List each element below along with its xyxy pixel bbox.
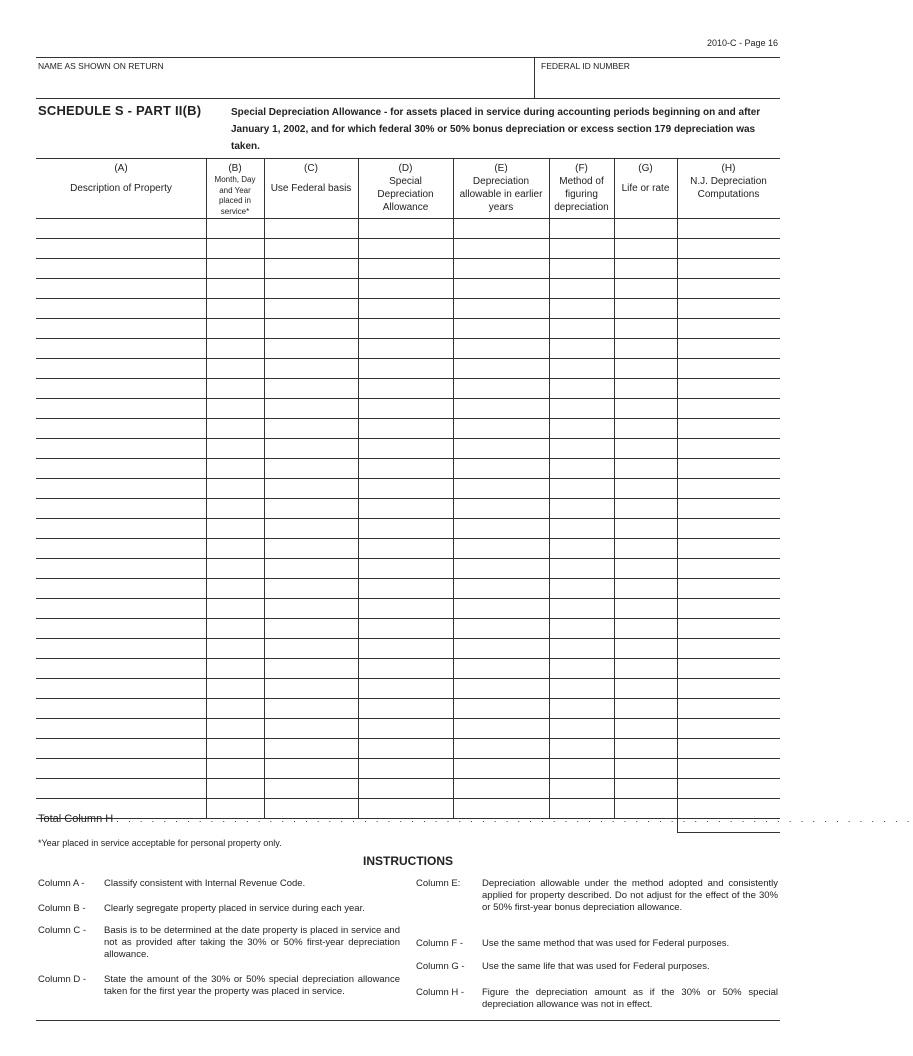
table-cell[interactable] xyxy=(550,499,613,517)
column-letter: (F) xyxy=(575,163,588,174)
table-cell[interactable] xyxy=(550,259,613,277)
table-cell[interactable] xyxy=(550,619,613,637)
table-cell[interactable] xyxy=(37,379,205,397)
column-letter: (A) xyxy=(114,163,128,174)
table-cell[interactable] xyxy=(615,239,676,257)
instruction-key: Column E: xyxy=(416,878,461,889)
table-cell[interactable] xyxy=(359,279,452,297)
table-cell[interactable] xyxy=(265,519,357,537)
table-cell[interactable] xyxy=(359,479,452,497)
table-cell[interactable] xyxy=(615,399,676,417)
table-cell[interactable] xyxy=(550,339,613,357)
table-cell[interactable] xyxy=(454,339,548,357)
table-cell[interactable] xyxy=(37,659,205,677)
table-cell[interactable] xyxy=(550,719,613,737)
table-cell[interactable] xyxy=(265,539,357,557)
table-cell[interactable] xyxy=(37,739,205,757)
table-cell[interactable] xyxy=(37,699,205,717)
table-cell[interactable] xyxy=(550,279,613,297)
column-label: Special Depreciation Allowance xyxy=(377,176,434,213)
table-cell[interactable] xyxy=(615,699,676,717)
table-cell[interactable] xyxy=(550,759,613,777)
table-cell[interactable] xyxy=(359,459,452,477)
table-cell[interactable] xyxy=(454,459,548,477)
table-cell[interactable] xyxy=(678,559,779,577)
table-cell[interactable] xyxy=(37,479,205,497)
column-header-g xyxy=(614,162,677,195)
schedule-description: Special Depreciation Allowance - for assets placed in service during accounting periods beginning on and after January 1, 2002, and for which federal 30% or 50% bonus depreciation or excess section 179 depreciation was taken. xyxy=(231,107,761,152)
table-cell[interactable] xyxy=(359,679,452,697)
table-cell[interactable] xyxy=(615,499,676,517)
table-cell[interactable] xyxy=(207,719,263,737)
table-cell[interactable] xyxy=(678,499,779,517)
table-cell[interactable] xyxy=(265,659,357,677)
table-cell[interactable] xyxy=(550,779,613,797)
table-cell[interactable] xyxy=(359,259,452,277)
table-cell[interactable] xyxy=(265,259,357,277)
table-cell[interactable] xyxy=(615,299,676,317)
table-cell[interactable] xyxy=(37,439,205,457)
table-cell[interactable] xyxy=(207,559,263,577)
table-cell[interactable] xyxy=(359,659,452,677)
table-cell[interactable] xyxy=(454,679,548,697)
table-cell[interactable] xyxy=(359,779,452,797)
table-cell[interactable] xyxy=(454,499,548,517)
table-cell[interactable] xyxy=(207,359,263,377)
table-cell[interactable] xyxy=(454,399,548,417)
table-cell[interactable] xyxy=(37,419,205,437)
table-cell[interactable] xyxy=(207,739,263,757)
column-header-a xyxy=(36,162,206,195)
table-cell[interactable] xyxy=(207,479,263,497)
table-cell[interactable] xyxy=(454,759,548,777)
table-cell[interactable] xyxy=(615,259,676,277)
table-cell[interactable] xyxy=(615,459,676,477)
table-cell[interactable] xyxy=(359,439,452,457)
table-cell[interactable] xyxy=(265,359,357,377)
table-cell[interactable] xyxy=(37,239,205,257)
table-cell[interactable] xyxy=(359,499,452,517)
bottom-rule xyxy=(36,1020,780,1021)
table-cell[interactable] xyxy=(207,539,263,557)
column-header-e xyxy=(453,162,549,214)
table-cell[interactable] xyxy=(454,259,548,277)
table-cell[interactable] xyxy=(678,739,779,757)
column-label: Month, Day and Year placed in service* xyxy=(214,175,256,216)
table-cell[interactable] xyxy=(454,699,548,717)
table-cell[interactable] xyxy=(207,399,263,417)
table-cell[interactable] xyxy=(550,459,613,477)
table-cell[interactable] xyxy=(265,399,357,417)
table-cell[interactable] xyxy=(265,239,357,257)
table-cell[interactable] xyxy=(37,599,205,617)
table-cell[interactable] xyxy=(454,559,548,577)
table-cell[interactable] xyxy=(615,419,676,437)
table-cell[interactable] xyxy=(454,219,548,237)
table-cell[interactable] xyxy=(678,479,779,497)
table-cell[interactable] xyxy=(454,639,548,657)
table-cell[interactable] xyxy=(37,619,205,637)
table-cell[interactable] xyxy=(678,239,779,257)
header-divider xyxy=(534,57,535,98)
table-cell[interactable] xyxy=(550,399,613,417)
footnote: *Year placed in service acceptable for personal property only. xyxy=(38,838,282,848)
table-cell[interactable] xyxy=(359,739,452,757)
table-cell[interactable] xyxy=(37,279,205,297)
instruction-key: Column A - xyxy=(38,878,85,889)
table-cell[interactable] xyxy=(615,779,676,797)
header-top-rule xyxy=(36,57,780,58)
table-cell[interactable] xyxy=(550,379,613,397)
table-cell[interactable] xyxy=(678,459,779,477)
table-cell[interactable] xyxy=(615,619,676,637)
table-cell[interactable] xyxy=(615,759,676,777)
table-cell[interactable] xyxy=(37,359,205,377)
table-cell[interactable] xyxy=(615,379,676,397)
table-cell[interactable] xyxy=(37,499,205,517)
table-cell[interactable] xyxy=(550,699,613,717)
table-cell[interactable] xyxy=(37,719,205,737)
table-cell[interactable] xyxy=(265,319,357,337)
table-cell[interactable] xyxy=(359,639,452,657)
table-cell[interactable] xyxy=(207,419,263,437)
table-cell[interactable] xyxy=(615,339,676,357)
column-label: Description of Property xyxy=(70,183,172,194)
table-cell[interactable] xyxy=(678,299,779,317)
column-header-d xyxy=(358,162,453,214)
table-cell[interactable] xyxy=(265,639,357,657)
instruction-text: Use the same life that was used for Federal purposes. xyxy=(482,961,710,972)
column-header-c xyxy=(264,162,358,195)
table-cell[interactable] xyxy=(265,759,357,777)
total-column-h-field[interactable] xyxy=(678,811,778,831)
table-cell[interactable] xyxy=(207,579,263,597)
table-cell[interactable] xyxy=(550,359,613,377)
table-cell[interactable] xyxy=(207,379,263,397)
table-cell[interactable] xyxy=(550,479,613,497)
table-cell[interactable] xyxy=(678,719,779,737)
table-cell[interactable] xyxy=(454,279,548,297)
table-cell[interactable] xyxy=(359,619,452,637)
table-top-rule xyxy=(36,158,780,159)
table-cell[interactable] xyxy=(550,539,613,557)
table-cell[interactable] xyxy=(265,339,357,357)
table-cell[interactable] xyxy=(207,279,263,297)
table-cell[interactable] xyxy=(207,519,263,537)
table-cell[interactable] xyxy=(550,219,613,237)
fein-label: FEDERAL ID NUMBER xyxy=(541,61,630,71)
column-letter: (C) xyxy=(304,163,318,174)
table-cell[interactable] xyxy=(359,399,452,417)
instruction-text: Depreciation allowable under the method adopted and consistently applied for property described. Do not adjust for the effect of the 30% or 50% first-year bonus depreciation allowance. xyxy=(482,878,778,913)
table-cell[interactable] xyxy=(207,659,263,677)
table-cell[interactable] xyxy=(207,219,263,237)
table-cell[interactable] xyxy=(359,319,452,337)
table-cell[interactable] xyxy=(359,359,452,377)
table-cell[interactable] xyxy=(678,759,779,777)
name-field[interactable] xyxy=(38,72,530,94)
instruction-text: Use the same method that was used for Federal purposes. xyxy=(482,938,730,949)
table-cell[interactable] xyxy=(359,599,452,617)
instruction-key: Column B - xyxy=(38,903,86,914)
table-cell[interactable] xyxy=(550,299,613,317)
table-cell[interactable] xyxy=(37,779,205,797)
table-cell[interactable] xyxy=(265,219,357,237)
table-cell[interactable] xyxy=(265,719,357,737)
table-cell[interactable] xyxy=(678,399,779,417)
table-cell[interactable] xyxy=(454,519,548,537)
table-cell[interactable] xyxy=(615,719,676,737)
table-cell[interactable] xyxy=(359,539,452,557)
table-cell[interactable] xyxy=(454,739,548,757)
table-cell[interactable] xyxy=(615,739,676,757)
table-cell[interactable] xyxy=(265,499,357,517)
table-cell[interactable] xyxy=(678,259,779,277)
table-cell[interactable] xyxy=(615,539,676,557)
table-cell[interactable] xyxy=(37,759,205,777)
page-number: 2010-C - Page 16 xyxy=(706,38,778,48)
column-label: Depreciation allowable in earlier years xyxy=(459,176,543,213)
fein-field[interactable] xyxy=(540,72,778,94)
schedule-title: SCHEDULE S - PART II(B) xyxy=(38,103,202,118)
table-cell[interactable] xyxy=(207,639,263,657)
table-cell[interactable] xyxy=(615,519,676,537)
table-cell[interactable] xyxy=(550,639,613,657)
table-cell[interactable] xyxy=(207,599,263,617)
table-cell[interactable] xyxy=(550,679,613,697)
column-label: N.J. Depreciation Computations xyxy=(690,176,767,200)
column-header-h xyxy=(677,162,780,201)
table-cell[interactable] xyxy=(678,339,779,357)
table-cell[interactable] xyxy=(359,559,452,577)
table-cell[interactable] xyxy=(37,339,205,357)
table-cell[interactable] xyxy=(359,239,452,257)
table-cell[interactable] xyxy=(37,259,205,277)
table-cell[interactable] xyxy=(359,419,452,437)
table-cell[interactable] xyxy=(207,439,263,457)
column-letter: (B) xyxy=(228,163,242,174)
total-box-bottom-rule xyxy=(677,832,780,833)
table-cell[interactable] xyxy=(454,439,548,457)
column-letter: (E) xyxy=(494,163,508,174)
table-cell[interactable] xyxy=(37,319,205,337)
table-cell[interactable] xyxy=(615,219,676,237)
instruction-text: Clearly segregate property placed in service during each year. xyxy=(104,903,365,914)
table-cell[interactable] xyxy=(615,559,676,577)
table-cell[interactable] xyxy=(454,659,548,677)
table-cell[interactable] xyxy=(454,719,548,737)
table-cell[interactable] xyxy=(678,359,779,377)
table-cell[interactable] xyxy=(550,739,613,757)
instruction-key: Column D - xyxy=(38,974,87,985)
table-cell[interactable] xyxy=(615,639,676,657)
table-cell[interactable] xyxy=(454,599,548,617)
header-bottom-rule xyxy=(36,98,780,99)
table-cell[interactable] xyxy=(678,659,779,677)
column-header-f xyxy=(549,162,614,214)
table-cell[interactable] xyxy=(615,479,676,497)
table-cell[interactable] xyxy=(454,619,548,637)
table-cell[interactable] xyxy=(454,239,548,257)
column-label: Life or rate xyxy=(621,183,670,194)
instruction-key: Column G - xyxy=(416,961,465,972)
table-cell[interactable] xyxy=(359,519,452,537)
table-cell[interactable] xyxy=(550,519,613,537)
table-cell[interactable] xyxy=(265,379,357,397)
table-cell[interactable] xyxy=(359,699,452,717)
table-cell[interactable] xyxy=(37,539,205,557)
table-cell[interactable] xyxy=(37,299,205,317)
table-cell[interactable] xyxy=(37,579,205,597)
table-cell[interactable] xyxy=(454,319,548,337)
table-cell[interactable] xyxy=(550,599,613,617)
table-cell[interactable] xyxy=(37,679,205,697)
instruction-key: Column C - xyxy=(38,925,87,936)
table-cell[interactable] xyxy=(678,599,779,617)
column-label: Method of figuring depreciation xyxy=(554,176,609,213)
table-cell[interactable] xyxy=(615,279,676,297)
table-cell[interactable] xyxy=(207,779,263,797)
instruction-text: Basis is to be determined at the date property is placed in service and not as provided after taking the 30% or 50% first-year depreciation allowance. xyxy=(104,925,400,960)
table-cell[interactable] xyxy=(678,419,779,437)
table-cell[interactable] xyxy=(207,459,263,477)
table-cell[interactable] xyxy=(550,559,613,577)
table-cell[interactable] xyxy=(207,619,263,637)
table-cell[interactable] xyxy=(265,419,357,437)
table-cell[interactable] xyxy=(265,599,357,617)
table-cell[interactable] xyxy=(678,679,779,697)
table-cell[interactable] xyxy=(359,759,452,777)
table-cell[interactable] xyxy=(207,699,263,717)
table-cell[interactable] xyxy=(37,639,205,657)
column-header-b xyxy=(206,162,264,217)
table-cell[interactable] xyxy=(37,519,205,537)
table-cell[interactable] xyxy=(359,219,452,237)
table-cell[interactable] xyxy=(678,379,779,397)
table-cell[interactable] xyxy=(265,559,357,577)
table-cell[interactable] xyxy=(550,659,613,677)
table-cell[interactable] xyxy=(615,599,676,617)
table-cell[interactable] xyxy=(359,719,452,737)
table-cell[interactable] xyxy=(207,299,263,317)
instruction-text: Figure the depreciation amount as if the 30% or 50% special depreciation allowance was not in effect. xyxy=(482,987,778,1010)
table-cell[interactable] xyxy=(454,479,548,497)
table-cell[interactable] xyxy=(678,539,779,557)
table-cell[interactable] xyxy=(265,779,357,797)
table-cell[interactable] xyxy=(207,339,263,357)
table-cell[interactable] xyxy=(265,739,357,757)
total-column-h-label: Total Column H . . . . . . . . . . . . . . . . . . . . . . . . . . . . . . . . . . . . . . . . . . . . . . . . . . . . . . . . . . . . . . . . . . . . xyxy=(38,813,913,825)
table-cell[interactable] xyxy=(265,679,357,697)
table-cell[interactable] xyxy=(265,699,357,717)
instruction-key: Column F - xyxy=(416,938,463,949)
table-cell[interactable] xyxy=(678,279,779,297)
instruction-text: State the amount of the 30% or 50% special depreciation allowance taken for the first year the property was placed in service. xyxy=(104,974,400,997)
table-cell[interactable] xyxy=(454,379,548,397)
table-cell[interactable] xyxy=(454,419,548,437)
table-cell[interactable] xyxy=(678,779,779,797)
table-cell[interactable] xyxy=(265,459,357,477)
instruction-key: Column H - xyxy=(416,987,465,998)
name-label: NAME AS SHOWN ON RETURN xyxy=(38,61,164,71)
table-cell[interactable] xyxy=(359,579,452,597)
table-cell[interactable] xyxy=(37,559,205,577)
table-cell[interactable] xyxy=(454,299,548,317)
table-cell[interactable] xyxy=(615,319,676,337)
table-cell[interactable] xyxy=(359,299,452,317)
table-cell[interactable] xyxy=(615,439,676,457)
table-cell[interactable] xyxy=(359,339,452,357)
table-cell[interactable] xyxy=(615,679,676,697)
table-cell[interactable] xyxy=(454,359,548,377)
table-cell[interactable] xyxy=(550,239,613,257)
table-cell[interactable] xyxy=(37,459,205,477)
table-cell[interactable] xyxy=(37,219,205,237)
table-cell[interactable] xyxy=(454,539,548,557)
table-cell[interactable] xyxy=(550,319,613,337)
table-cell[interactable] xyxy=(678,699,779,717)
table-cell[interactable] xyxy=(678,639,779,657)
table-cell[interactable] xyxy=(550,579,613,597)
table-cell[interactable] xyxy=(359,379,452,397)
table-cell[interactable] xyxy=(37,399,205,417)
table-cell[interactable] xyxy=(207,319,263,337)
table-cell[interactable] xyxy=(678,579,779,597)
table-cell[interactable] xyxy=(550,439,613,457)
table-cell[interactable] xyxy=(678,439,779,457)
table-cell[interactable] xyxy=(265,579,357,597)
table-cell[interactable] xyxy=(265,439,357,457)
table-cell[interactable] xyxy=(454,579,548,597)
table-cell[interactable] xyxy=(207,259,263,277)
table-cell[interactable] xyxy=(265,299,357,317)
table-cell[interactable] xyxy=(615,659,676,677)
table-cell[interactable] xyxy=(678,319,779,337)
table-cell[interactable] xyxy=(678,519,779,537)
table-cell[interactable] xyxy=(265,619,357,637)
table-cell[interactable] xyxy=(678,219,779,237)
column-label: Use Federal basis xyxy=(270,183,352,194)
table-cell[interactable] xyxy=(265,279,357,297)
column-letter: (G) xyxy=(638,163,653,174)
column-letter: (D) xyxy=(398,163,413,174)
column-letter: (H) xyxy=(721,163,736,174)
table-cell[interactable] xyxy=(550,419,613,437)
table-cell[interactable] xyxy=(615,359,676,377)
table-cell[interactable] xyxy=(454,779,548,797)
table-cell[interactable] xyxy=(207,759,263,777)
instruction-text: Classify consistent with Internal Revenue Code. xyxy=(104,878,306,889)
table-cell[interactable] xyxy=(265,479,357,497)
table-cell[interactable] xyxy=(678,619,779,637)
table-cell[interactable] xyxy=(207,679,263,697)
table-cell[interactable] xyxy=(207,499,263,517)
table-cell[interactable] xyxy=(207,239,263,257)
table-cell[interactable] xyxy=(615,579,676,597)
instructions-title: INSTRUCTIONS xyxy=(363,854,453,868)
